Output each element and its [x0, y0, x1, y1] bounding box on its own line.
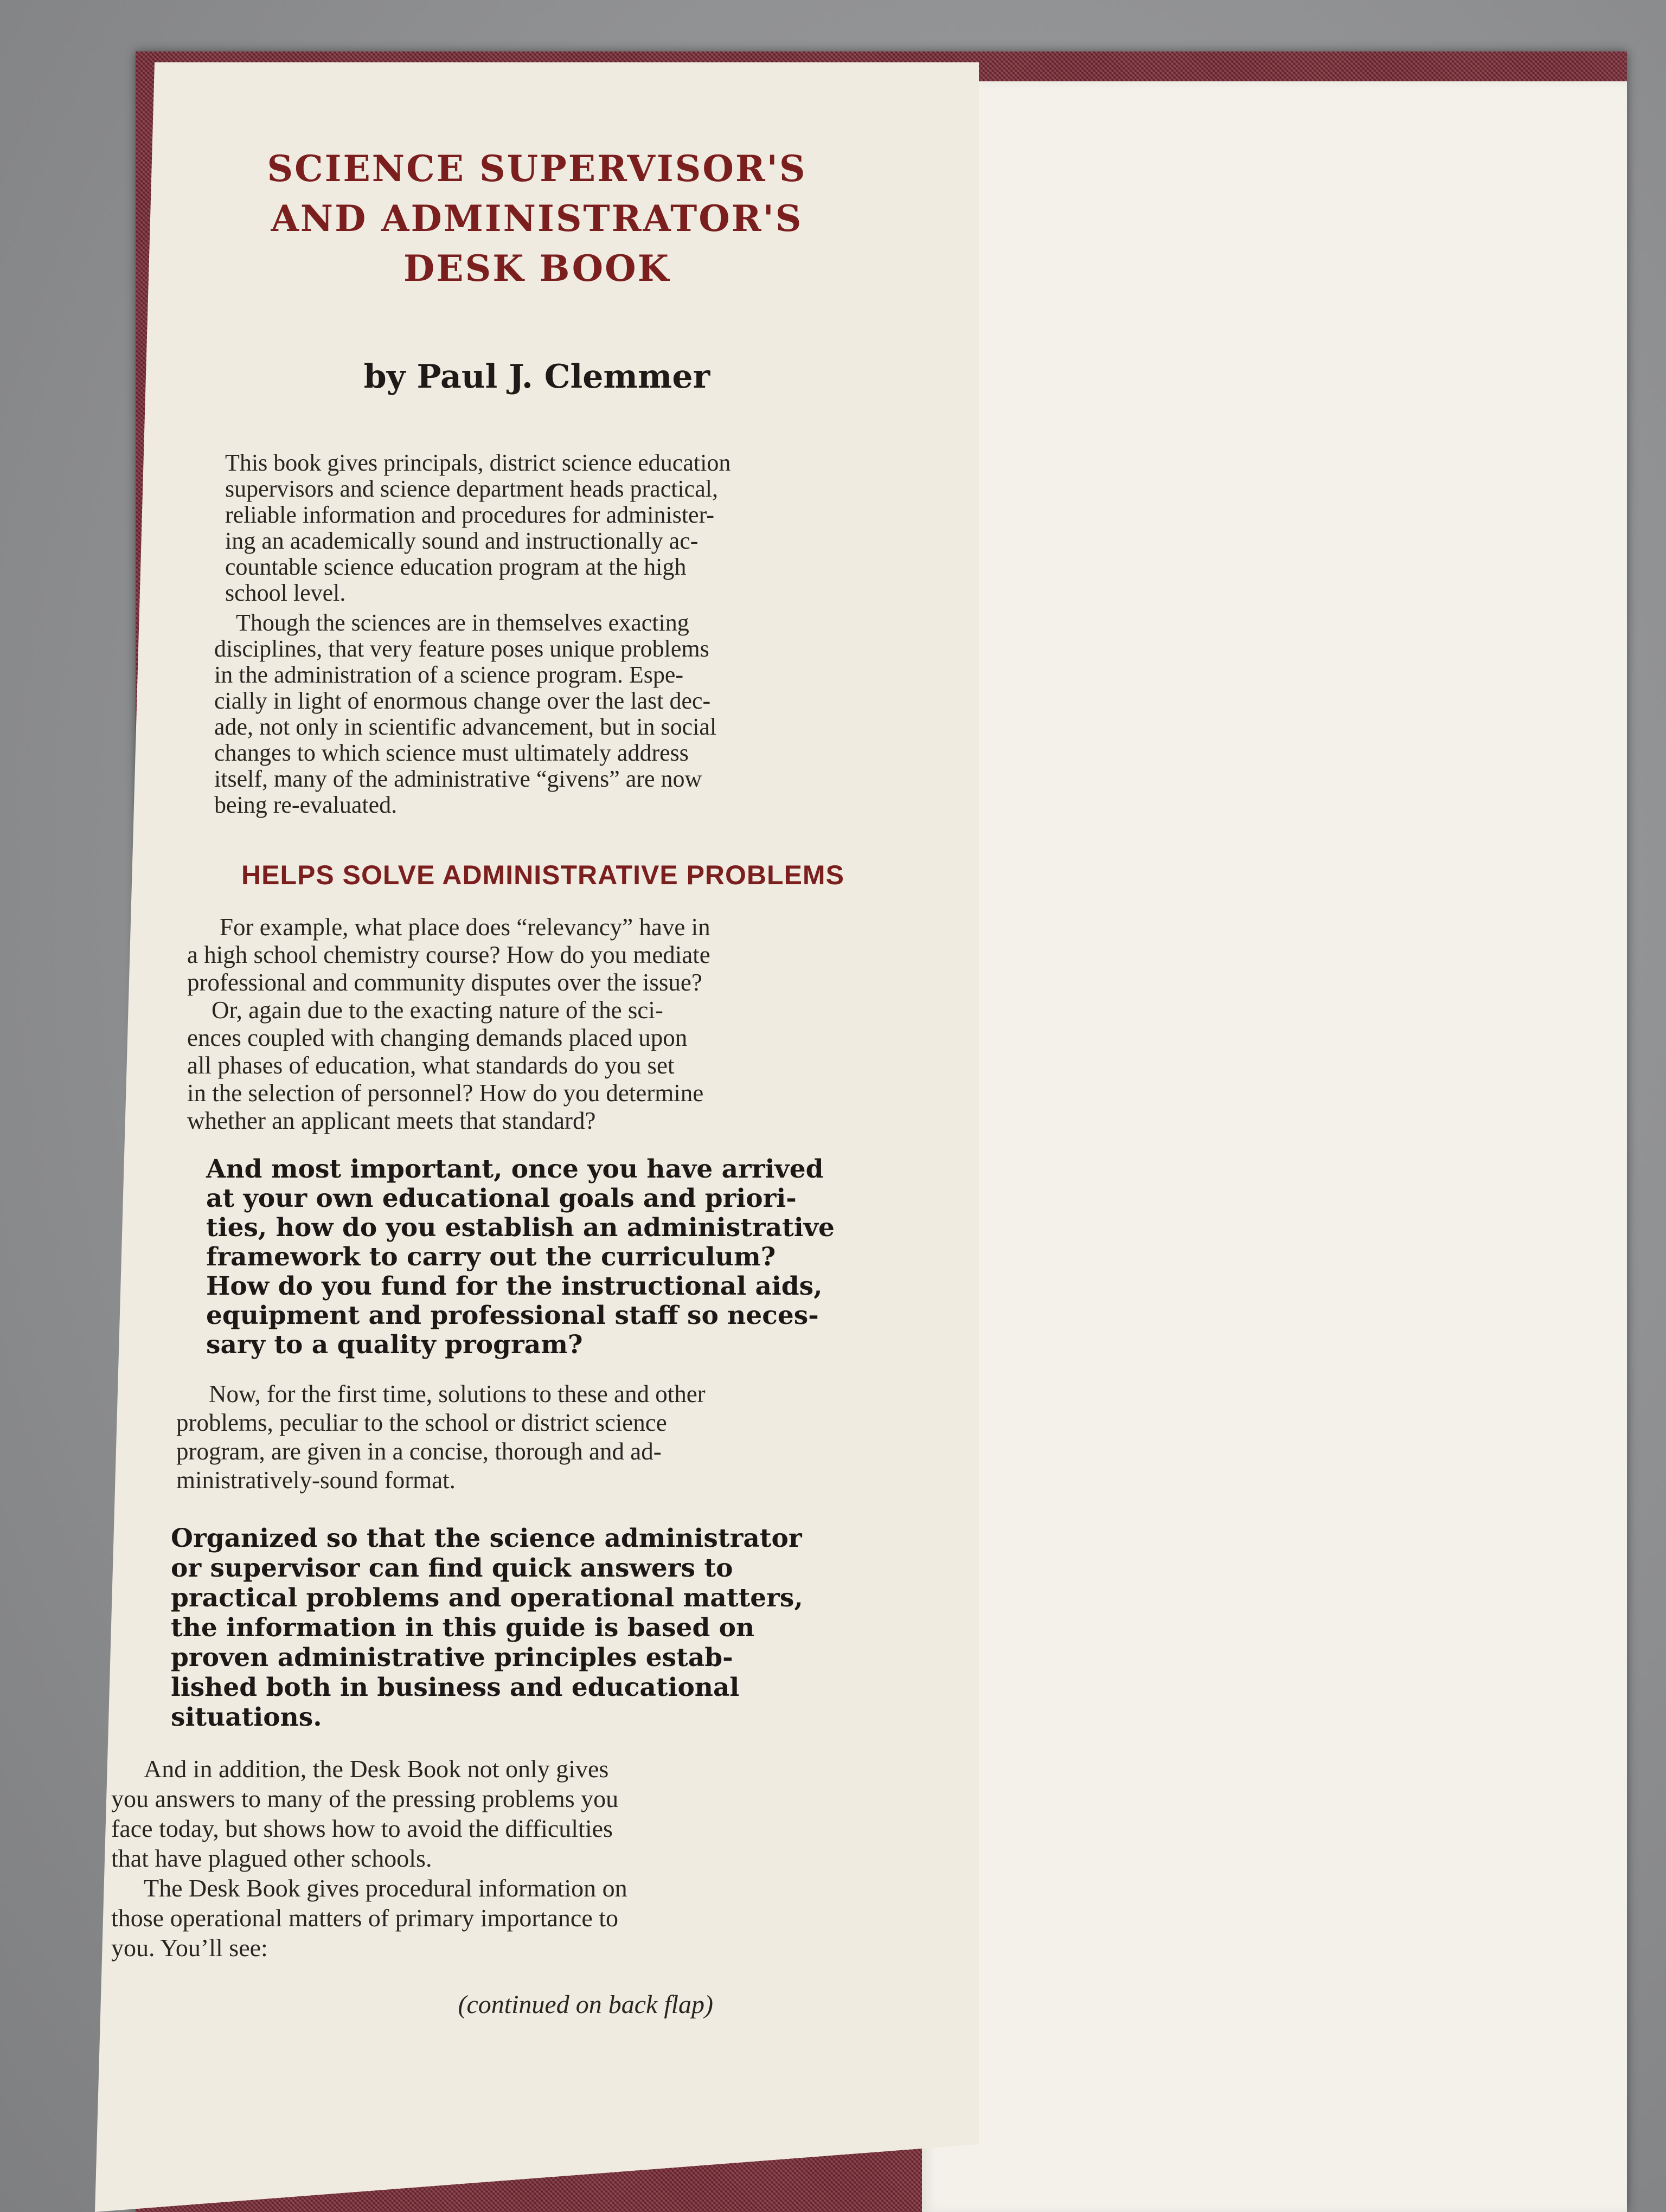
text-line: program, are given in a concise, thorough and ad- [176, 1438, 662, 1465]
text-line: How do you fund for the instructional aids, [206, 1271, 823, 1301]
title-line: AND ADMINISTRATOR'S [271, 197, 803, 240]
text-line: all phases of education, what standards do you set [187, 1052, 675, 1079]
text-line: those operational matters of primary importance to [111, 1904, 619, 1932]
text-line: ade, not only in scientific advancement, but in social [214, 713, 717, 740]
text-line: itself, many of the administrative “givens” are now [214, 766, 702, 792]
text-line: Now, for the first time, solutions to these and other [209, 1380, 706, 1407]
text-line: ences coupled with changing demands placed upon [187, 1024, 688, 1051]
endpaper-page [922, 81, 1627, 2212]
text-line: This book gives principals, district science education [225, 449, 731, 476]
text-line: framework to carry out the curriculum? [206, 1242, 776, 1272]
text-line: problems, peculiar to the school or district science [176, 1409, 667, 1436]
text-line: face today, but shows how to avoid the difficulties [111, 1815, 613, 1842]
text-line: professional and community disputes over the issue? [187, 969, 702, 996]
book-title [95, 144, 979, 293]
text-line: at your own educational goals and priori- [206, 1184, 797, 1213]
author-byline: by Paul J. Clemmer [363, 358, 710, 396]
text-line: that have plagued other schools. [111, 1844, 432, 1872]
text-line: practical problems and operational matters, [171, 1583, 803, 1613]
text-line: lished both in business and educational [171, 1673, 740, 1702]
text-line: ministratively-sound format. [176, 1467, 456, 1494]
text-line: reliable information and procedures for administer- [225, 501, 714, 528]
text-line: you answers to many of the pressing problems you [111, 1785, 619, 1812]
flap-content [95, 62, 979, 2212]
example-paragraph [187, 914, 946, 1135]
now-paragraph [176, 1380, 933, 1495]
text-line: For example, what place does “relevancy” have in [220, 914, 710, 941]
text-line: you. You’ll see: [111, 1934, 268, 1962]
text-line: school level. [225, 580, 346, 606]
bold-paragraph-organized [171, 1523, 930, 1732]
text-line: disciplines, that very feature poses unique problems [214, 635, 709, 662]
text-line: in the administration of a science program. Espe- [214, 661, 684, 688]
text-line: Or, again due to the exacting nature of the sci- [212, 996, 663, 1024]
title-line: DESK BOOK [403, 247, 670, 290]
bold-paragraph-priorities [206, 1155, 938, 1360]
text-line: being re-evaluated. [214, 792, 398, 818]
text-line: sary to a quality program? [206, 1330, 583, 1360]
text-line: the information in this guide is based on [171, 1613, 755, 1643]
text-line: whether an applicant meets that standard? [187, 1107, 596, 1134]
text-line: The Desk Book gives procedural information on [144, 1874, 627, 1902]
text-line: supervisors and science department heads practical, [225, 475, 718, 502]
continued-note: (continued on back flap) [458, 1990, 713, 2019]
text-line: ties, how do you establish an administrative [206, 1213, 835, 1243]
text-line: proven administrative principles estab- [171, 1643, 733, 1673]
text-line: cially in light of enormous change over the last dec- [214, 687, 711, 714]
though-paragraph [214, 610, 960, 818]
text-line: changes to which science must ultimately address [214, 740, 689, 766]
text-line: Though the sciences are in themselves exacting [236, 609, 689, 636]
text-line: equipment and professional staff so neces- [206, 1301, 819, 1330]
addition-paragraph [111, 1754, 919, 1963]
text-line: or supervisor can find quick answers to [171, 1553, 733, 1583]
text-line: countable science education program at the high [225, 554, 687, 580]
text-line: in the selection of personnel? How do you determine [187, 1079, 704, 1107]
text-line: And most important, once you have arrived [206, 1154, 824, 1184]
section-subheading: HELPS SOLVE ADMINISTRATIVE PROBLEMS [241, 860, 844, 890]
text-line: Organized so that the science administrator [171, 1523, 802, 1553]
text-line: ing an academically sound and instructionally ac- [225, 528, 699, 554]
title-line: SCIENCE SUPERVISOR'S [267, 147, 807, 190]
intro-paragraph [225, 450, 965, 606]
text-line: And in addition, the Desk Book not only gives [144, 1755, 609, 1783]
text-line: a high school chemistry course? How do you mediate [187, 941, 710, 968]
text-line: situations. [171, 1702, 322, 1732]
